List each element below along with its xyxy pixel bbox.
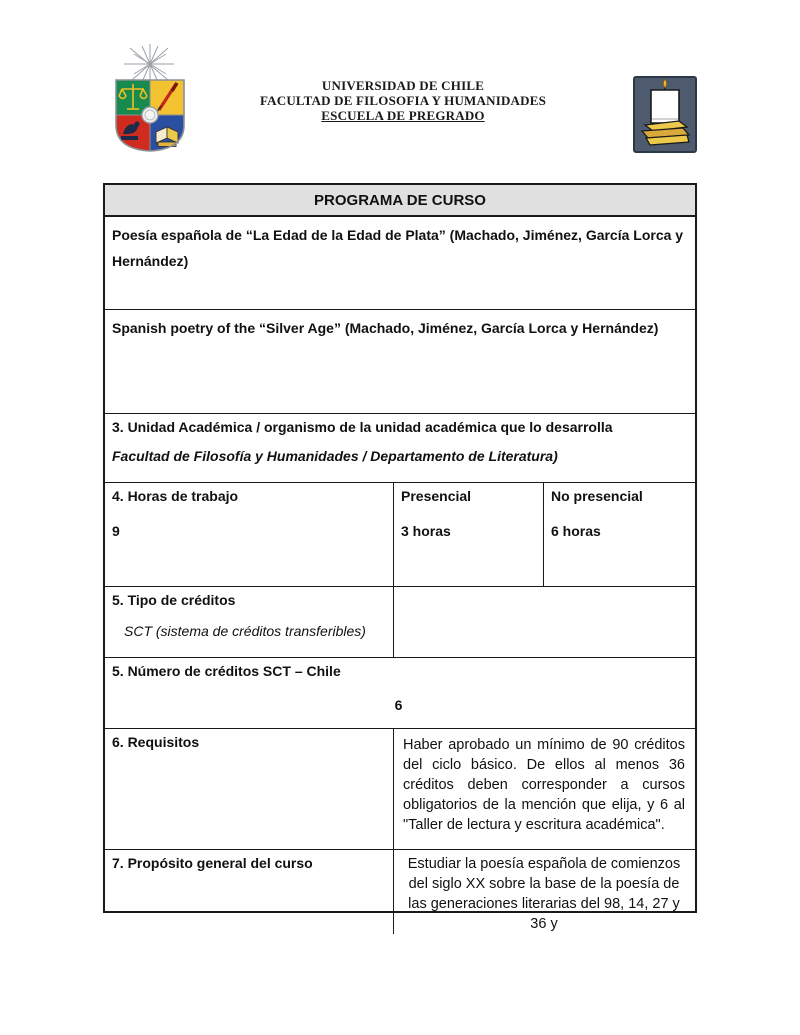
proposito-row [105,850,695,932]
horas-trabajo-cell [105,483,393,586]
tipo-creditos-value: SCT (sistema de créditos transferibles) [124,623,366,639]
numero-creditos-value: 6 [394,697,403,713]
presencial-label: Presencial [401,488,472,504]
tipo-creditos-label: 5. Tipo de créditos [112,592,236,608]
requisitos-value: Haber aprobado un mínimo de 90 créditos del ciclo básico. De ellos al menos 36 créditos deben corresponder a cursos obligatorios de la mención que elija, y 6 al "Taller de lectura y escritura académica". [403,737,685,833]
numero-creditos-row [105,658,695,729]
program-table [103,183,697,932]
course-title-es-row [105,217,695,310]
proposito-label-cell [105,850,393,934]
university-crest-icon [106,44,194,158]
requisitos-row [105,729,695,850]
horas-trabajo-value: 9 [112,523,120,539]
proposito-label: 7. Propósito general del curso [112,855,313,871]
faculty-name: FACULTAD DE FILOSOFIA Y HUMANIDADES [259,93,547,108]
horas-trabajo-row [105,483,695,587]
no-presencial-value: 6 horas [551,523,601,539]
horas-trabajo-label: 4. Horas de trabajo [112,488,239,504]
numero-creditos-label: 5. Número de créditos SCT – Chile [112,663,341,679]
table-title: PROGRAMA DE CURSO [314,191,486,209]
unidad-academica-value: Facultad de Filosofía y Humanidades / Departamento de Literatura) [112,448,558,464]
org-name: UNIVERSIDAD DE CHILE [321,78,485,93]
course-title-es: Poesía española de “La Edad de la Edad de Plata” (Machado, Jiménez, García Lorca y Hernández) [112,227,684,269]
candle-books-emblem-icon [633,76,697,153]
requisitos-label: 6. Requisitos [112,734,200,750]
no-presencial-label: No presencial [551,488,643,504]
no-presencial-cell [543,483,695,586]
proposito-value: Estudiar la poesía española de comienzos del siglo XX sobre la base de la poesía de las generaciones literarias del 98, 14, 27 y 36 y [407,856,681,932]
presencial-value: 3 horas [401,523,451,539]
unidad-academica-label: 3. Unidad Académica / organismo de la unidad académica que lo desarrolla [112,419,613,435]
tipo-creditos-row [105,587,695,658]
presencial-cell [393,483,543,586]
tipo-creditos-empty-cell [393,587,695,657]
requisitos-value-cell [393,729,695,849]
course-title-en-row [105,310,695,414]
tipo-creditos-cell [105,587,393,657]
requisitos-label-cell [105,729,393,849]
proposito-value-cell [393,850,695,934]
school-name: ESCUELA DE PREGRADO [321,108,485,123]
course-title-en: Spanish poetry of the “Silver Age” (Machado, Jiménez, García Lorca y Hernández) [112,320,659,336]
table-title-row [105,185,695,217]
unidad-academica-row [105,414,695,483]
letterhead-text [203,78,603,123]
